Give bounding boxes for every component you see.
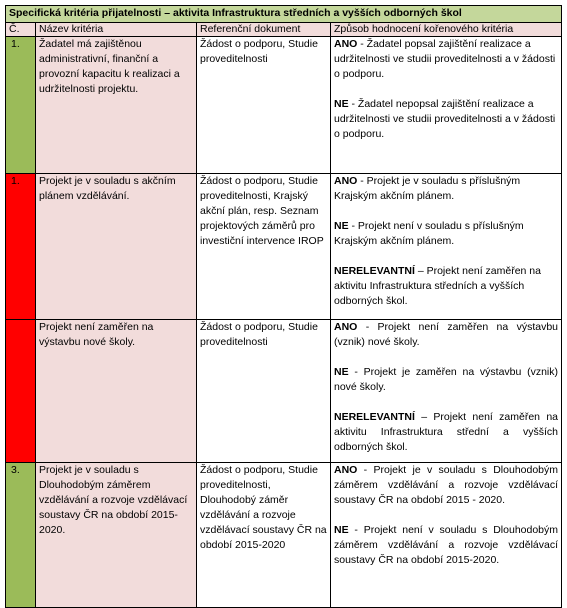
answer-label: NE xyxy=(334,98,349,110)
table-title-row xyxy=(6,6,562,23)
answer-text: – Projekt není zaměřen na aktivitu Infrastruktura střední a vyšších odborných škol. xyxy=(334,411,559,453)
evaluation-method xyxy=(331,37,562,174)
evaluation-answer xyxy=(334,219,558,249)
evaluation-answer xyxy=(334,37,558,82)
answer-label: NERELEVANTNÍ xyxy=(334,411,415,423)
row-number: 3. xyxy=(6,463,36,608)
criterion-name: Projekt není zaměřen na výstavbu nové školy. xyxy=(36,320,197,463)
header-reference-document: Referenční dokument xyxy=(197,23,331,37)
answer-label: ANO xyxy=(334,38,358,50)
table-row xyxy=(6,37,562,174)
evaluation-answer xyxy=(334,410,558,455)
row-number: 1. xyxy=(6,37,36,174)
evaluation-answer xyxy=(334,523,558,568)
evaluation-method xyxy=(331,463,562,608)
header-number: Č. xyxy=(6,23,36,37)
evaluation-method xyxy=(331,320,562,463)
criterion-name: Projekt je v souladu s Dlouhodobým záměrem vzdělávání a rozvoje vzdělávací soustavy ČR na období 2015-2020. xyxy=(36,463,197,608)
row-number: 1. xyxy=(6,174,36,320)
reference-document: Žádost o podporu, Studie proveditelnosti xyxy=(197,37,331,174)
answer-text: - Projekt není zaměřen na výstavbu (vznik) nové školy. xyxy=(334,321,559,348)
table-row xyxy=(6,174,562,320)
header-evaluation-method: Způsob hodnocení kořenového kritéria xyxy=(331,23,562,37)
table-row xyxy=(6,320,562,463)
criterion-name: Projekt je v souladu s akčním plánem vzdělávání. xyxy=(36,174,197,320)
answer-label: NE xyxy=(334,220,349,232)
table-header-row xyxy=(6,23,562,37)
header-criterion-name: Název kritéria xyxy=(36,23,197,37)
answer-label: ANO xyxy=(334,321,358,333)
answer-label: NERELEVANTNÍ xyxy=(334,265,415,277)
evaluation-answer xyxy=(334,463,558,508)
reference-document: Žádost o podporu, Studie proveditelnosti, Dlouhodobý záměr vzdělávání a rozvoje vzdělávací soustavy ČR na období 2015-2020 xyxy=(197,463,331,608)
answer-text: – Projekt není zaměřen na aktivitu Infrastruktura středních a vyšších odborných škol. xyxy=(334,265,541,307)
evaluation-answer xyxy=(334,97,558,142)
criterion-name: Žadatel má zajištěnou administrativní, finanční a provozní kapacitu k realizaci a udržitelnosti projektu. xyxy=(36,37,197,174)
answer-label: ANO xyxy=(334,175,358,187)
evaluation-method xyxy=(331,174,562,320)
evaluation-answer xyxy=(334,264,558,309)
answer-text: - Žadatel popsal zajištění realizace a udržitelnosti ve studii proveditelnosti a v žádosti o podporu. xyxy=(334,38,556,80)
answer-text: - Žadatel nepopsal zajištění realizace a udržitelnosti ve studii proveditelnosti a v žádosti o podporu. xyxy=(334,98,556,140)
answer-text: - Projekt je v souladu s Dlouhodobým záměrem vzdělávání a rozvoje vzdělávací soustavy ČR na období 2015 - 2020. xyxy=(334,464,559,506)
answer-label: NE xyxy=(334,366,349,378)
answer-text: - Projekt není v souladu s příslušným Krajským akčním plánem. xyxy=(334,220,524,247)
row-number xyxy=(6,320,36,463)
evaluation-answer xyxy=(334,320,558,350)
evaluation-answer xyxy=(334,174,558,204)
table-row xyxy=(6,463,562,608)
evaluation-answer xyxy=(334,365,558,395)
reference-document: Žádost o podporu, Studie proveditelnosti xyxy=(197,320,331,463)
answer-text: - Projekt není v souladu s Dlouhodobým záměrem vzdělávání a rozvoje vzdělávací soustavy ČR na období 2015-2020. xyxy=(334,524,559,566)
answer-label: ANO xyxy=(334,464,358,476)
reference-document: Žádost o podporu, Studie proveditelnosti, Krajský akční plán, resp. Seznam projektových záměrů pro investiční intervence IROP xyxy=(197,174,331,320)
criteria-table xyxy=(5,5,562,608)
answer-text: - Projekt je v souladu s příslušným Krajským akčním plánem. xyxy=(334,175,521,202)
answer-label: NE xyxy=(334,524,349,536)
table-title: Specifická kritéria přijatelnosti – aktivita Infrastruktura středních a vyšších odborných škol xyxy=(6,6,562,23)
answer-text: - Projekt je zaměřen na výstavbu (vznik) nové školy. xyxy=(334,366,559,393)
